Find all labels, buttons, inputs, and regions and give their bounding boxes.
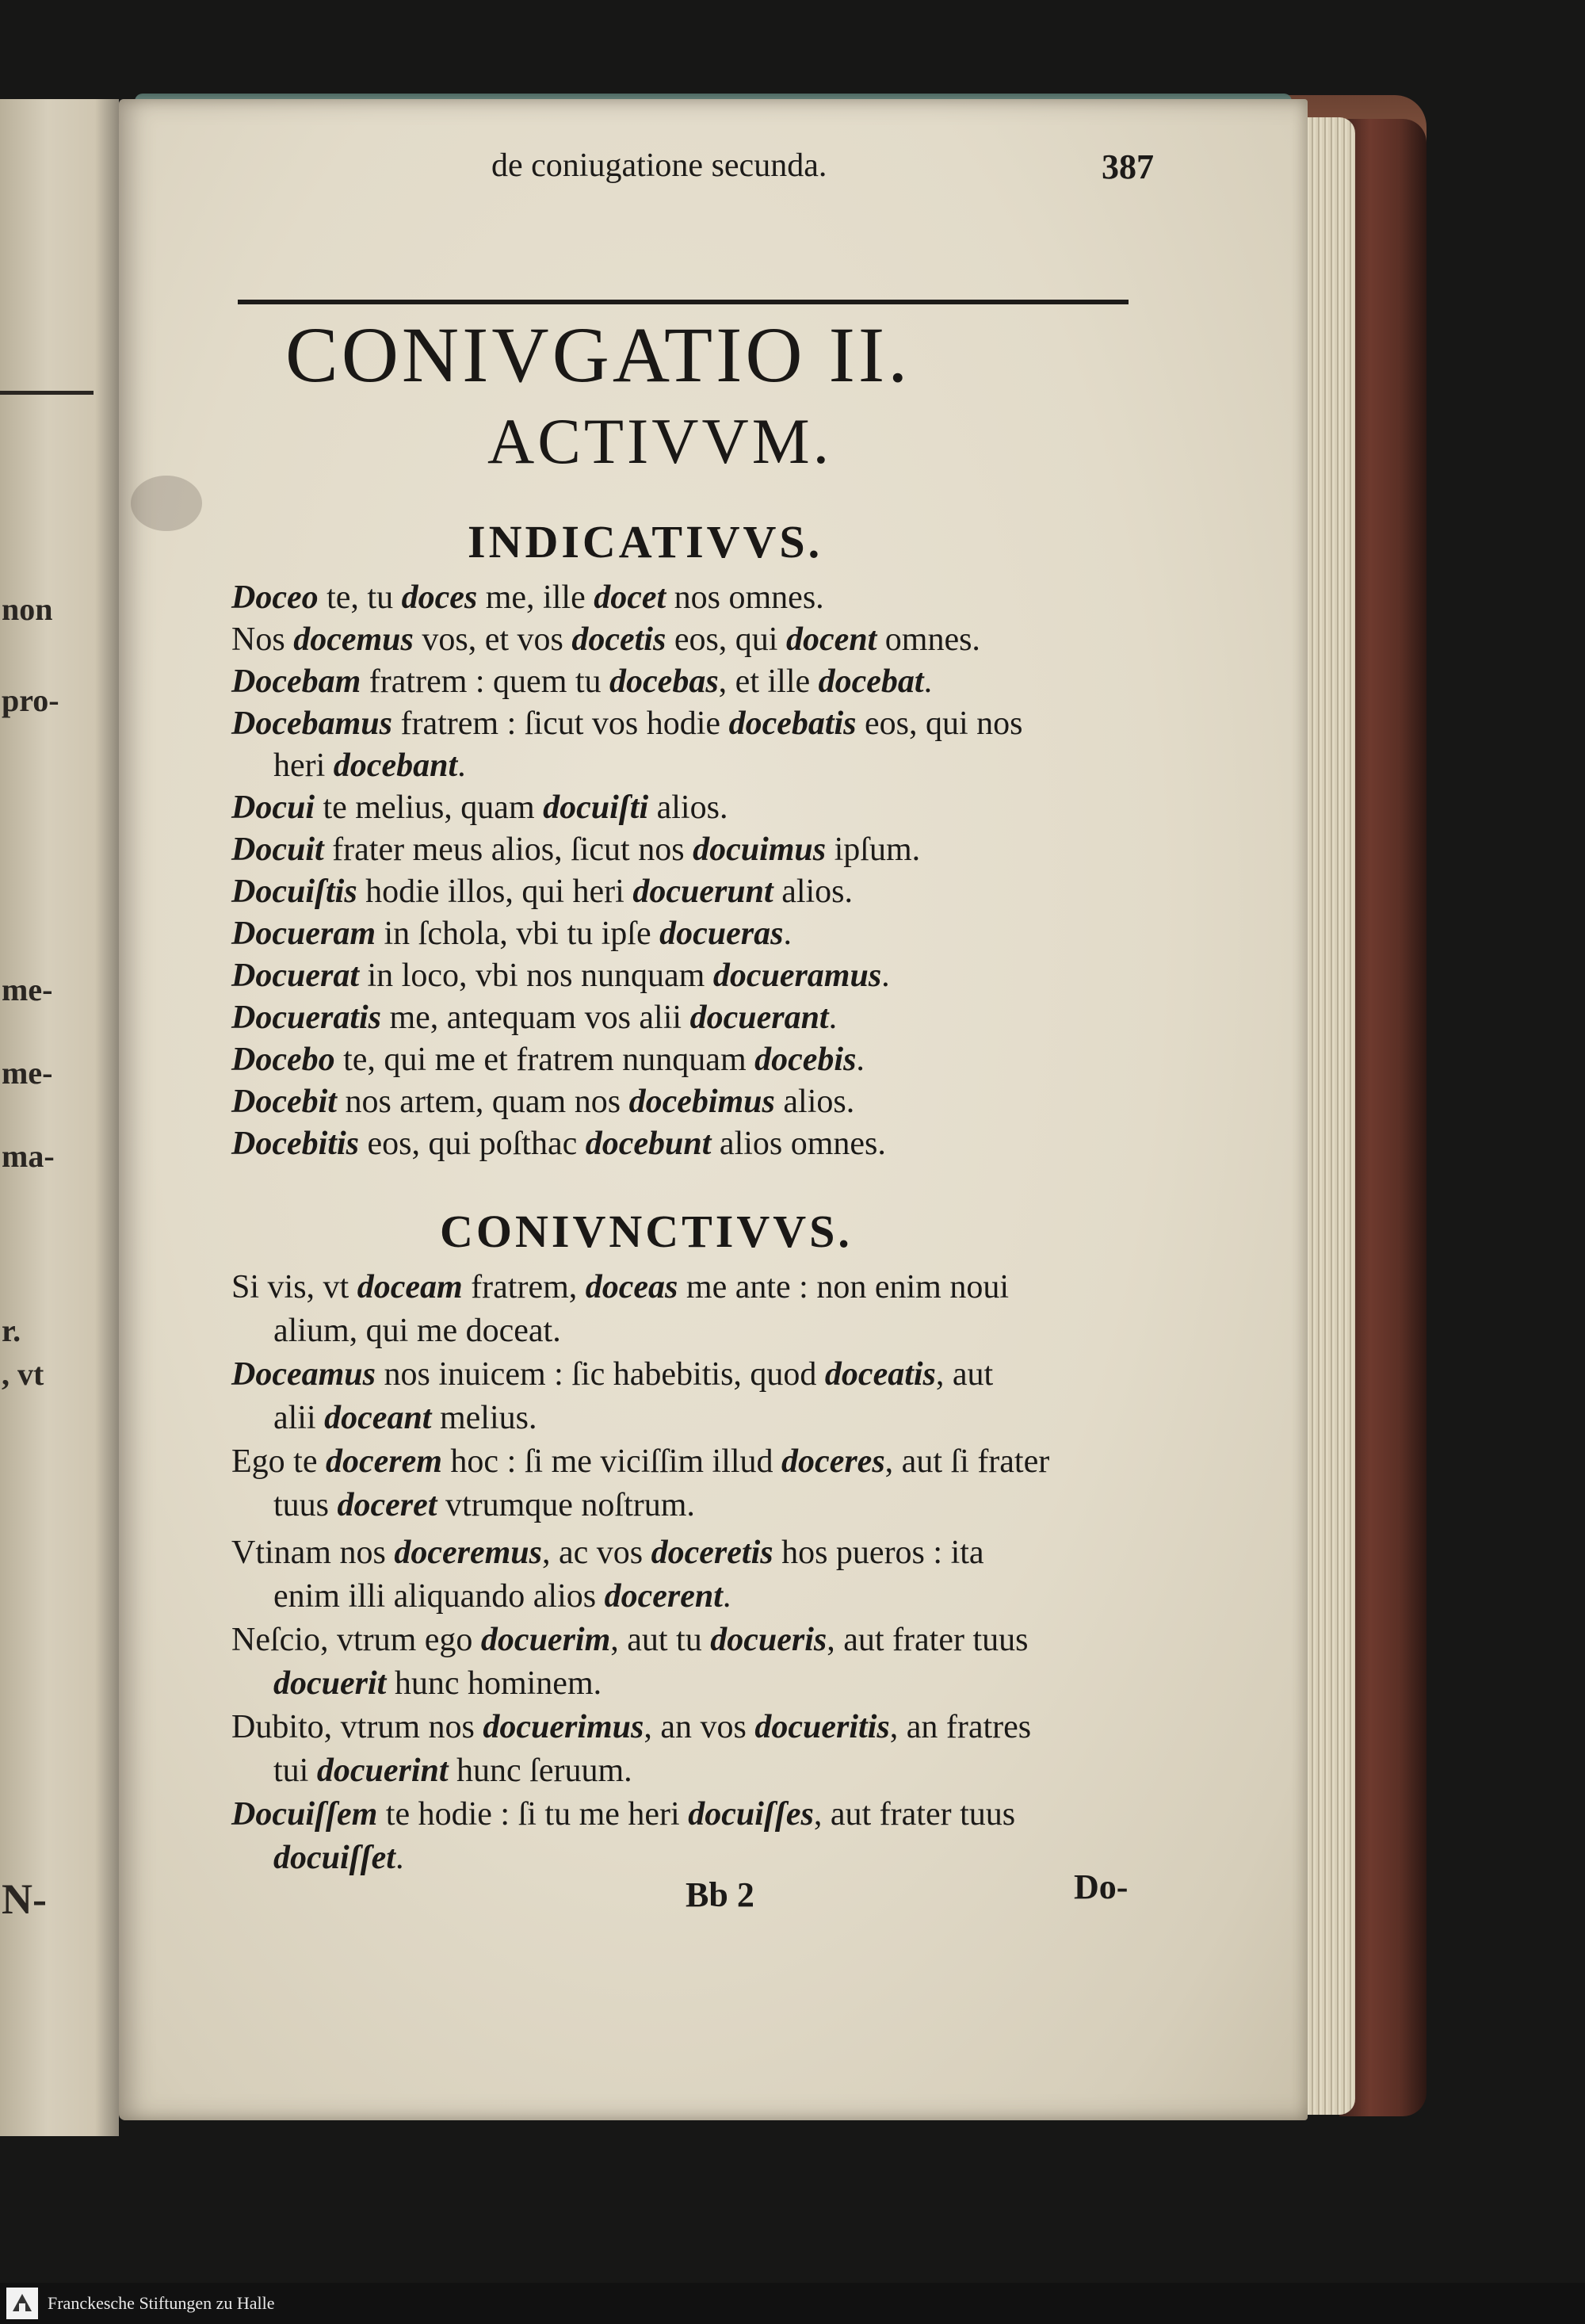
line-text: Nos bbox=[231, 621, 294, 658]
verb-form: doceres bbox=[781, 1443, 885, 1480]
line-text: Vtinam nos bbox=[231, 1535, 395, 1571]
line-text: . bbox=[783, 915, 792, 952]
indicative-line bbox=[231, 1041, 865, 1079]
subjunctive-line bbox=[273, 1665, 602, 1703]
subjunctive-line bbox=[231, 1534, 984, 1572]
line-text: hodie illos, qui heri bbox=[357, 873, 633, 910]
verb-form: docuiſſet bbox=[273, 1840, 395, 1876]
verb-form: docet bbox=[594, 579, 666, 616]
verb-form: docebat bbox=[818, 663, 924, 700]
line-text: eos, qui bbox=[666, 621, 786, 658]
verb-form: docemus bbox=[293, 621, 414, 658]
line-text: tui bbox=[273, 1753, 317, 1789]
left-fragment: pro- bbox=[2, 682, 59, 718]
line-text: Neſcio, vtrum ego bbox=[231, 1622, 481, 1658]
subjunctive-line bbox=[231, 1708, 1031, 1746]
line-text: te, qui me et fratrem nunquam bbox=[334, 1042, 755, 1078]
verb-form: docebunt bbox=[585, 1126, 712, 1162]
verb-form: docuimus bbox=[693, 831, 827, 868]
verb-form: Docebo bbox=[231, 1042, 335, 1078]
line-text: Dubito, vtrum nos bbox=[231, 1709, 483, 1745]
line-text: me, ille bbox=[477, 579, 594, 616]
line-text: , aut tu bbox=[610, 1622, 711, 1658]
line-text: hunc ſeruum. bbox=[448, 1753, 632, 1789]
line-text: te, tu bbox=[318, 579, 402, 616]
verb-form: docebatis bbox=[728, 705, 857, 742]
line-text: , an vos bbox=[644, 1709, 755, 1745]
verb-form: Docebit bbox=[231, 1084, 337, 1120]
line-text: hos pueros : ita bbox=[773, 1535, 984, 1571]
line-text: ipſum. bbox=[826, 831, 921, 868]
verb-form: Docueram bbox=[231, 915, 376, 952]
verb-form: docuiſti bbox=[543, 789, 649, 826]
verb-form: Doceo bbox=[231, 579, 319, 616]
line-text: te hodie : ſi tu me heri bbox=[377, 1796, 689, 1833]
line-text: , an fratres bbox=[889, 1709, 1032, 1745]
line-text: . bbox=[722, 1578, 731, 1615]
line-text: , ac vos bbox=[541, 1535, 651, 1571]
line-text: , aut frater tuus bbox=[827, 1622, 1029, 1658]
line-text: vos, et vos bbox=[413, 621, 572, 658]
indicative-line bbox=[231, 957, 890, 995]
indicative-line bbox=[231, 705, 1023, 743]
verb-form: docueritis bbox=[754, 1709, 890, 1745]
left-fragment: me- bbox=[2, 972, 53, 1007]
indicative-line bbox=[231, 663, 932, 701]
subjunctive-line bbox=[273, 1577, 731, 1615]
verb-form: docuerim bbox=[480, 1622, 611, 1658]
line-text: . bbox=[923, 663, 933, 700]
line-text: , aut bbox=[935, 1356, 994, 1393]
line-text: . bbox=[881, 958, 890, 994]
left-fragment: r. bbox=[2, 1313, 21, 1348]
line-text: fratrem : ſicut vos hodie bbox=[392, 705, 729, 742]
line-text: hunc hominem. bbox=[386, 1665, 602, 1702]
subjunctive-line bbox=[231, 1621, 1028, 1659]
line-text: eos, qui nos bbox=[856, 705, 1023, 742]
left-fragment: N- bbox=[2, 1875, 47, 1923]
line-text: . bbox=[828, 1000, 838, 1036]
line-text: hoc : ſi me viciſſim illud bbox=[441, 1443, 782, 1480]
line-text: vtrumque noſtrum. bbox=[437, 1487, 695, 1523]
verb-form: doceatis bbox=[824, 1356, 936, 1393]
line-text: alium, qui me doceat. bbox=[273, 1313, 561, 1349]
verb-form: docueramus bbox=[712, 958, 882, 994]
line-text: . bbox=[457, 747, 466, 784]
verb-form: docueris bbox=[710, 1622, 827, 1658]
line-text: alios. bbox=[648, 789, 728, 826]
subjunctive-line bbox=[231, 1443, 1049, 1481]
line-text: me ante : non enim noui bbox=[678, 1269, 1009, 1305]
left-fragment: me- bbox=[2, 1055, 53, 1091]
verb-form: docuerant bbox=[689, 1000, 829, 1036]
line-text: fratrem : quem tu bbox=[361, 663, 610, 700]
indicative-line bbox=[231, 999, 837, 1037]
line-text: fratrem, bbox=[462, 1269, 586, 1305]
verb-form: docerent bbox=[604, 1578, 723, 1615]
subjunctive-line bbox=[273, 1839, 403, 1877]
institution-logo-icon bbox=[6, 2288, 38, 2319]
running-header bbox=[119, 147, 1154, 202]
verb-form: doces bbox=[401, 579, 478, 616]
indicative-line bbox=[231, 1083, 854, 1121]
line-text: , aut frater tuus bbox=[813, 1796, 1016, 1833]
verb-form: docuerunt bbox=[632, 873, 773, 910]
line-text: heri bbox=[273, 747, 334, 784]
subjunctive-line bbox=[231, 1268, 1009, 1306]
subjunctive-line bbox=[273, 1312, 561, 1350]
line-text: alios. bbox=[773, 873, 854, 910]
verb-form: docerem bbox=[325, 1443, 442, 1480]
line-text: alios. bbox=[774, 1084, 855, 1120]
line-text: te melius, quam bbox=[315, 789, 544, 826]
indicative-line bbox=[231, 873, 853, 911]
indicative-line bbox=[231, 1125, 886, 1163]
verb-form: Docebitis bbox=[231, 1126, 359, 1162]
verb-form: docuerit bbox=[273, 1665, 387, 1702]
left-fragment: ma- bbox=[2, 1138, 55, 1174]
indicative-line bbox=[231, 789, 728, 827]
verb-form: doceremus bbox=[394, 1535, 542, 1571]
line-text: . bbox=[395, 1840, 404, 1876]
ink-stain bbox=[131, 476, 202, 531]
indicative-line bbox=[231, 831, 920, 869]
line-text: in loco, vbi nos nunquam bbox=[359, 958, 713, 994]
verb-form: docebas bbox=[609, 663, 719, 700]
line-text: eos, qui poſthac bbox=[358, 1126, 586, 1162]
verb-form: docuerint bbox=[316, 1753, 449, 1789]
verb-form: docebis bbox=[754, 1042, 857, 1078]
line-text: in ſchola, vbi tu ipſe bbox=[376, 915, 660, 952]
verb-form: Doceamus bbox=[231, 1356, 376, 1393]
indicative-line bbox=[273, 747, 466, 785]
page-number: 387 bbox=[1102, 147, 1154, 186]
line-text: melius. bbox=[431, 1400, 537, 1436]
indicative-heading: INDICATIVVS. bbox=[468, 516, 823, 568]
verb-form: docuerimus bbox=[483, 1709, 644, 1745]
line-text: nos omnes. bbox=[666, 579, 824, 616]
signature-mark: Bb 2 bbox=[686, 1875, 754, 1914]
verb-form: doceant bbox=[324, 1400, 432, 1436]
verb-form: doceas bbox=[585, 1269, 678, 1305]
verb-form: Docuerat bbox=[231, 958, 359, 994]
line-text: enim illi aliquando alios bbox=[273, 1578, 605, 1615]
page-subtitle: ACTIVVM. bbox=[487, 405, 833, 477]
header-rule bbox=[238, 300, 1129, 304]
line-text: , et ille bbox=[718, 663, 819, 700]
indicative-line bbox=[231, 915, 792, 953]
verb-form: Docui bbox=[231, 789, 315, 826]
subjunctive-line bbox=[273, 1752, 632, 1790]
verb-form: Docuiſſem bbox=[231, 1796, 378, 1833]
line-text: nos inuicem : ſic habebitis, quod bbox=[376, 1356, 825, 1393]
verb-form: doceretis bbox=[651, 1535, 773, 1571]
verb-form: docebant bbox=[333, 747, 458, 784]
verb-form: docent bbox=[785, 621, 877, 658]
verb-form: docetis bbox=[571, 621, 666, 658]
line-text: alios omnes. bbox=[711, 1126, 886, 1162]
line-text: omnes. bbox=[877, 621, 980, 658]
subjunctive-line bbox=[273, 1486, 695, 1524]
verb-form: docueras bbox=[659, 915, 784, 952]
line-text: Ego te bbox=[231, 1443, 326, 1480]
catchword: Do- bbox=[1074, 1867, 1129, 1906]
verb-form: Docebam bbox=[231, 663, 361, 700]
footer-institution: Franckesche Stiftungen zu Halle bbox=[48, 2293, 275, 2313]
indicative-line bbox=[231, 621, 980, 659]
left-page-rule bbox=[0, 391, 94, 395]
line-text: frater meus alios, ſicut nos bbox=[323, 831, 693, 868]
line-text: nos artem, quam nos bbox=[336, 1084, 629, 1120]
subjunctive-line bbox=[231, 1355, 993, 1393]
line-text: me, antequam vos alii bbox=[381, 1000, 690, 1036]
subjunctive-line bbox=[273, 1399, 537, 1437]
left-fragment: non bbox=[2, 591, 53, 627]
line-text: Si vis, vt bbox=[231, 1269, 357, 1305]
page-title: CONIVGATIO II. bbox=[285, 311, 911, 399]
line-text: , aut ſi frater bbox=[884, 1443, 1050, 1480]
subjunctive-line bbox=[231, 1795, 1015, 1833]
indicative-line bbox=[231, 579, 824, 617]
line-text: . bbox=[856, 1042, 865, 1078]
verb-form: Docueratis bbox=[231, 1000, 381, 1036]
verb-form: doceret bbox=[337, 1487, 437, 1523]
verb-form: Docebamus bbox=[231, 705, 392, 742]
left-page bbox=[0, 99, 119, 2136]
verb-form: docuiſſes bbox=[688, 1796, 814, 1833]
verb-form: Docuit bbox=[231, 831, 324, 868]
subjunctive-heading: CONIVNCTIVVS. bbox=[440, 1206, 853, 1257]
line-text: tuus bbox=[273, 1487, 338, 1523]
verb-form: Docuiſtis bbox=[231, 873, 357, 910]
running-title: de coniugatione secunda. bbox=[491, 147, 827, 184]
verb-form: doceam bbox=[357, 1269, 463, 1305]
line-text: alii bbox=[273, 1400, 325, 1436]
left-fragment: , vt bbox=[2, 1356, 44, 1392]
verb-form: docebimus bbox=[628, 1084, 775, 1120]
